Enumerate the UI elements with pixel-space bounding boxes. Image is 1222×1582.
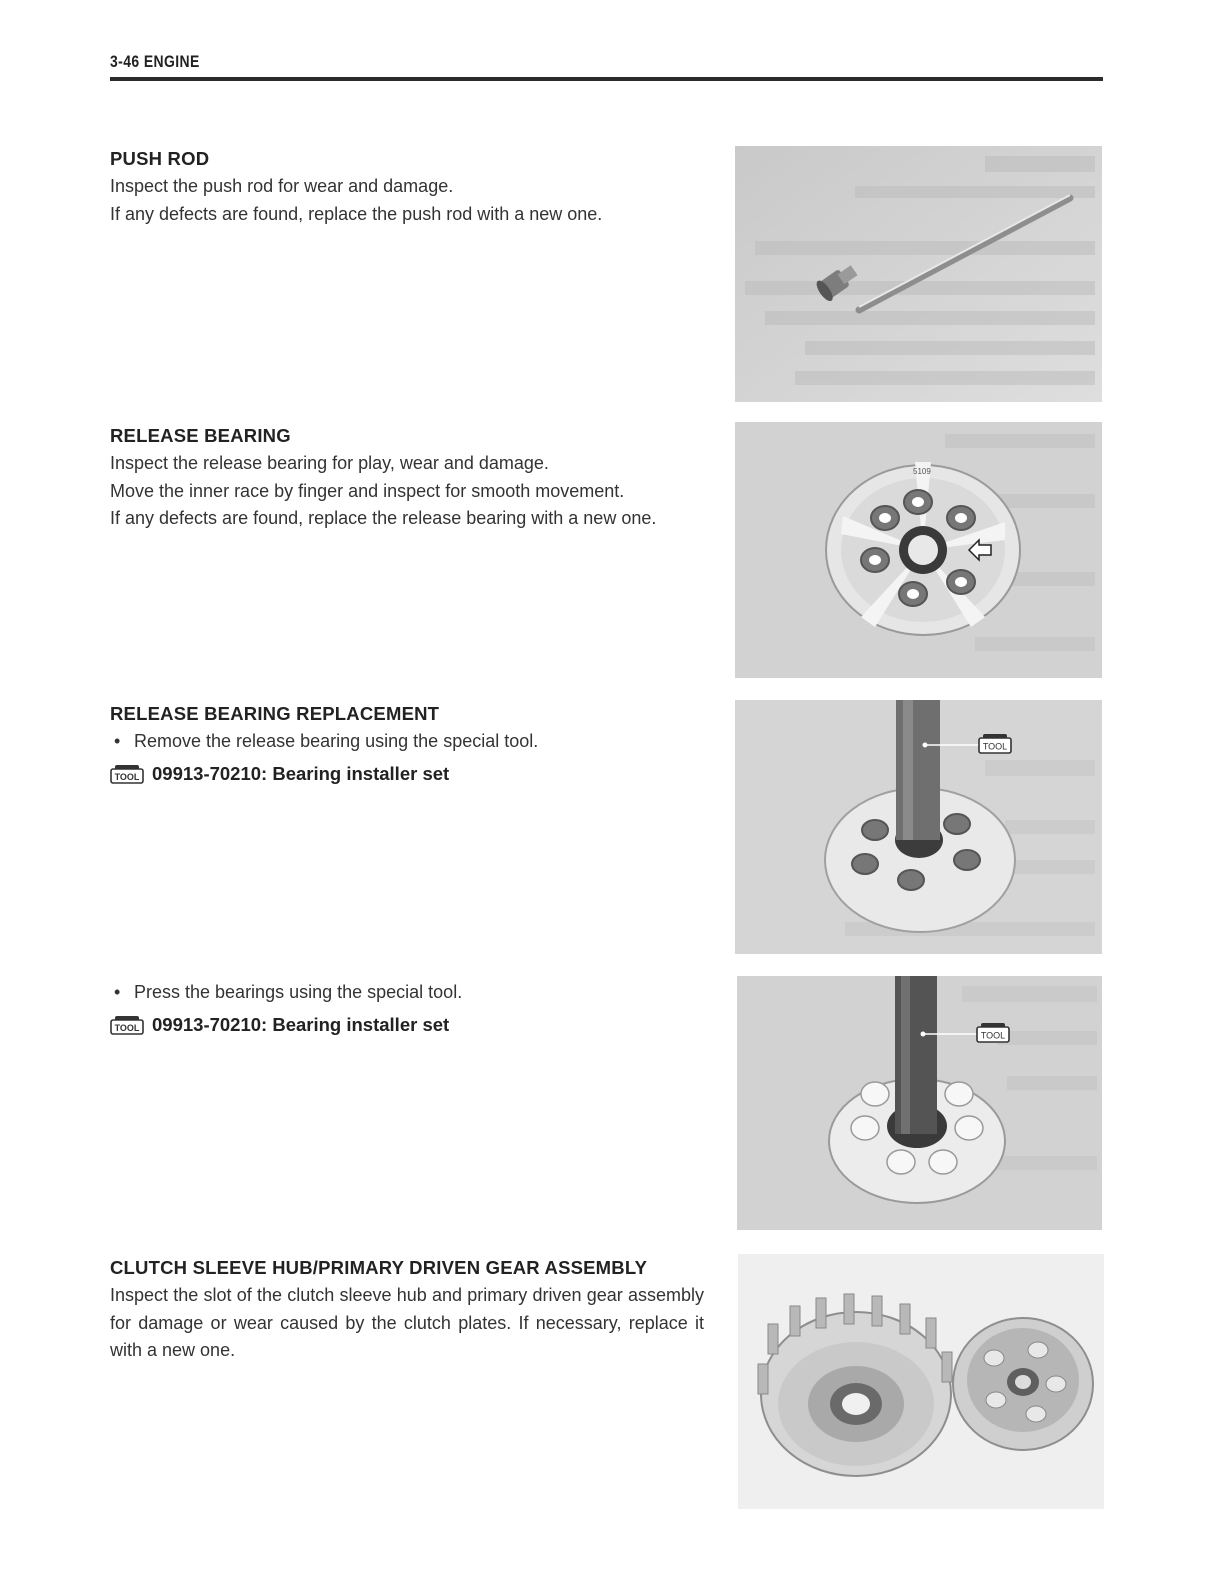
clutch-hub-photo <box>738 1254 1104 1509</box>
bullet-mark: • <box>114 731 121 751</box>
header-rule <box>110 77 1103 81</box>
tool-icon <box>979 734 1011 753</box>
push-rod-photo <box>735 146 1102 402</box>
release-bearing-stamp: 5109 <box>913 467 931 476</box>
section-title: PUSH ROD <box>110 148 210 169</box>
section-push-rod <box>110 148 710 228</box>
paragraph: Inspect the release bearing for play, wear and damage. <box>110 453 549 473</box>
tool-icon-label: TOOL <box>114 1023 140 1033</box>
paragraph: If any defects are found, replace the release bearing with a new one. <box>110 508 657 528</box>
tool-icon <box>110 1015 144 1035</box>
bullet-item <box>110 728 710 755</box>
section-title: RELEASE BEARING REPLACEMENT <box>110 703 440 724</box>
bullet-text: Remove the release bearing using the special tool. <box>134 731 539 751</box>
tool-text: 09913-70210: Bearing installer set <box>152 1014 450 1035</box>
paragraph: If any defects are found, replace the push rod with a new one. <box>110 203 603 224</box>
section-clutch-sleeve-hub <box>110 1257 704 1365</box>
bearing-press-photo <box>737 976 1102 1230</box>
section-title: CLUTCH SLEEVE HUB/PRIMARY DRIVEN GEAR ASSEMBLY <box>110 1257 648 1278</box>
tool-icon-label: TOOL <box>114 772 140 782</box>
bearing-removal-photo <box>735 700 1102 954</box>
special-tool-line <box>110 763 710 785</box>
section-press-bearings <box>110 979 710 1036</box>
page-header-text: 3-46 ENGINE <box>110 52 200 71</box>
tool-text: 09913-70210: Bearing installer set <box>152 763 450 784</box>
tool-icon <box>110 764 144 784</box>
section-title: RELEASE BEARING <box>110 425 291 446</box>
paragraph: Move the inner race by finger and inspect for smooth movement. <box>110 480 625 501</box>
section-release-bearing <box>110 425 710 533</box>
tool-icon-label: TOOL <box>982 741 1008 752</box>
bullet-item <box>110 979 710 1006</box>
paragraph: Inspect the slot of the clutch sleeve hub and primary driven gear assembly for damage or wear caused by the clutch plates. If necessary, replace it with a new one. <box>110 1285 704 1360</box>
paragraph: Inspect the push rod for wear and damage. <box>110 176 454 196</box>
page-header <box>110 52 1103 72</box>
tool-icon-label: TOOL <box>980 1030 1006 1041</box>
special-tool-line <box>110 1014 710 1036</box>
bullet-text: Press the bearings using the special tool. <box>134 982 463 1002</box>
bullet-mark: • <box>114 982 121 1002</box>
release-bearing-photo <box>735 422 1102 678</box>
tool-icon <box>977 1023 1009 1042</box>
section-release-bearing-replacement <box>110 703 710 785</box>
